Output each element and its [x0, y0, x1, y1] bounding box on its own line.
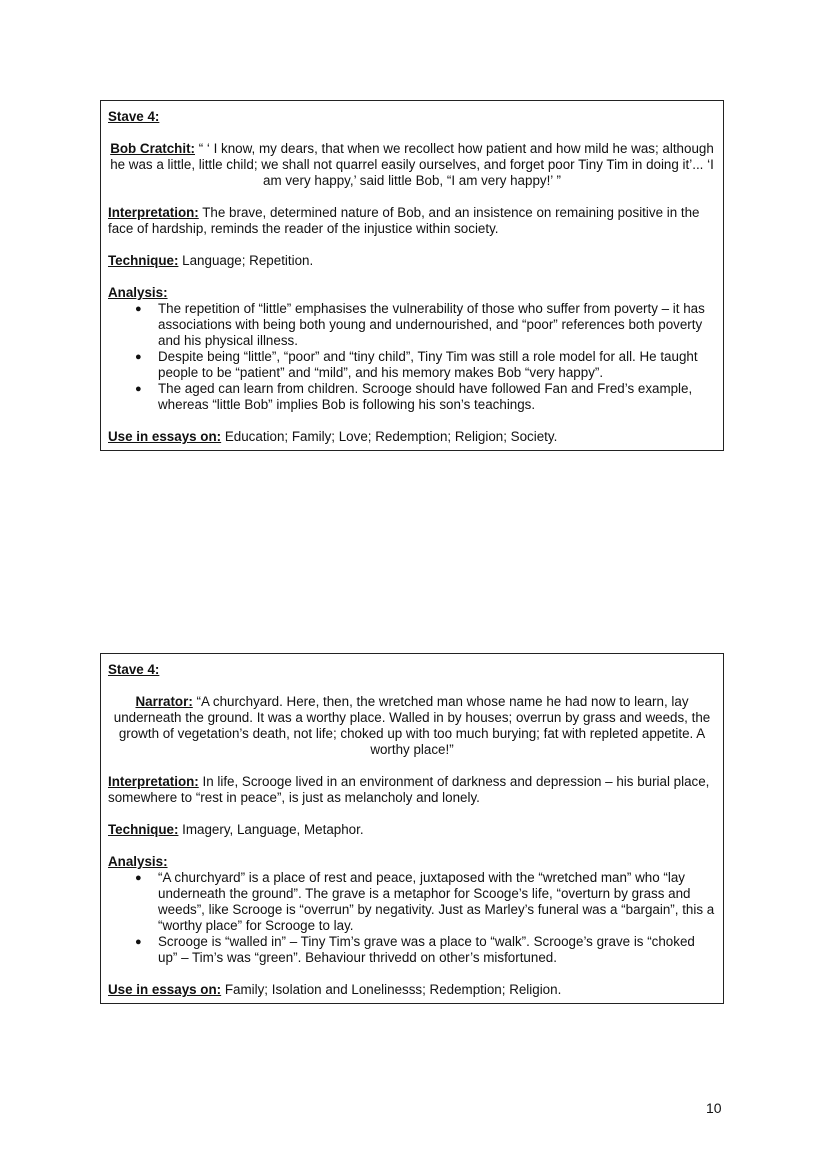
use-in-essays-paragraph [108, 982, 716, 998]
use-in-essays-label: Use in essays on: [108, 429, 222, 444]
quote-text: “ ‘ I know, my dears, that when we recollect how patient and how mild he was; although he was a little, little child; we shall not quarrel easily ourselves, and forget poor Tiny Tim in doing it’... ‘I am very happy,’ said little Bob, “I am very happy!’ ” [110, 141, 714, 188]
bullet-icon: ● [135, 351, 142, 363]
analysis-item-text: The repetition of “little” emphasises the vulnerability of those who suffer from poverty – it has associations with being both young and undernourished, and “poor” references both poverty and his physical illness. [158, 301, 705, 348]
analysis-label: Analysis: [108, 854, 168, 869]
interpretation-text: In life, Scrooge lived in an environment of darkness and depression – his burial place, somewhere to “rest in peace”, is just as melancholy and lonely. [108, 774, 710, 805]
interpretation-label: Interpretation: [108, 205, 199, 220]
technique-paragraph [108, 253, 716, 269]
use-in-essays-text: Education; Family; Love; Redemption; Religion; Society. [221, 429, 558, 444]
interpretation-paragraph [108, 205, 716, 237]
analysis-list [108, 301, 716, 413]
quote-paragraph [108, 141, 716, 189]
interpretation-label: Interpretation: [108, 774, 199, 789]
technique-label: Technique: [108, 253, 179, 268]
speaker-label: Narrator: [135, 694, 193, 709]
analysis-item [135, 934, 716, 966]
analysis-list [108, 870, 716, 966]
use-in-essays-paragraph [108, 429, 716, 445]
quote-card-bob-cratchit [100, 100, 724, 451]
interpretation-text: The brave, determined nature of Bob, and an insistence on remaining positive in the face of hardship, reminds the reader of the injustice within society. [108, 205, 700, 236]
interpretation-paragraph [108, 774, 716, 806]
bullet-icon: ● [135, 383, 142, 395]
bullet-icon: ● [135, 303, 142, 315]
bullet-icon: ● [135, 872, 142, 884]
quote-paragraph [108, 694, 716, 758]
bullet-icon: ● [135, 936, 142, 948]
analysis-item-text: Scrooge is “walled in” – Tiny Tim’s grave was a place to “walk”. Scrooge’s grave is “choked up” – Tim’s was “green”. Behaviour thrivedd on other’s misfortuned. [158, 934, 695, 965]
use-in-essays-label: Use in essays on: [108, 982, 222, 997]
technique-text: Imagery, Language, Metaphor. [178, 822, 364, 837]
technique-paragraph [108, 822, 716, 838]
quote-text: “A churchyard. Here, then, the wretched man whose name he had now to learn, lay underneath the ground. It was a worthy place. Walled in by houses; overrun by grass and weeds, the growth of vegetation’s death, not life; choked up with too much burying; fat with repleted appetite. A worthy place!” [113, 694, 711, 757]
analysis-item [135, 381, 716, 413]
page-number: 10 [706, 1100, 722, 1116]
analysis-item-text: “A churchyard” is a place of rest and peace, juxtaposed with the “wretched man” who “lay underneath the ground”. The grave is a metaphor for Scooge’s life, “overturn by grass and weeds”, like Scrooge is “overrun” by negativity. Just as Marley’s funeral was a “bargain”, this a “worthy place” for Scrooge to lay. [158, 870, 715, 933]
analysis-item [135, 301, 716, 349]
quote-card-narrator [100, 653, 724, 1004]
analysis-label: Analysis: [108, 285, 168, 300]
analysis-item [135, 870, 716, 934]
stave-heading: Stave 4: [108, 662, 160, 677]
speaker-label: Bob Cratchit: [110, 141, 195, 156]
analysis-item [135, 349, 716, 381]
analysis-item-text: Despite being “little”, “poor” and “tiny child”, Tiny Tim was still a role model for all. He taught people to be “patient” and “mild”, and his memory makes Bob “very happy”. [158, 349, 698, 380]
technique-label: Technique: [108, 822, 179, 837]
analysis-item-text: The aged can learn from children. Scrooge should have followed Fan and Fred’s example, whereas “little Bob” implies Bob is following his son’s teachings. [158, 381, 693, 412]
technique-text: Language; Repetition. [178, 253, 314, 268]
stave-heading: Stave 4: [108, 109, 160, 124]
use-in-essays-text: Family; Isolation and Lonelinesss; Redemption; Religion. [221, 982, 562, 997]
